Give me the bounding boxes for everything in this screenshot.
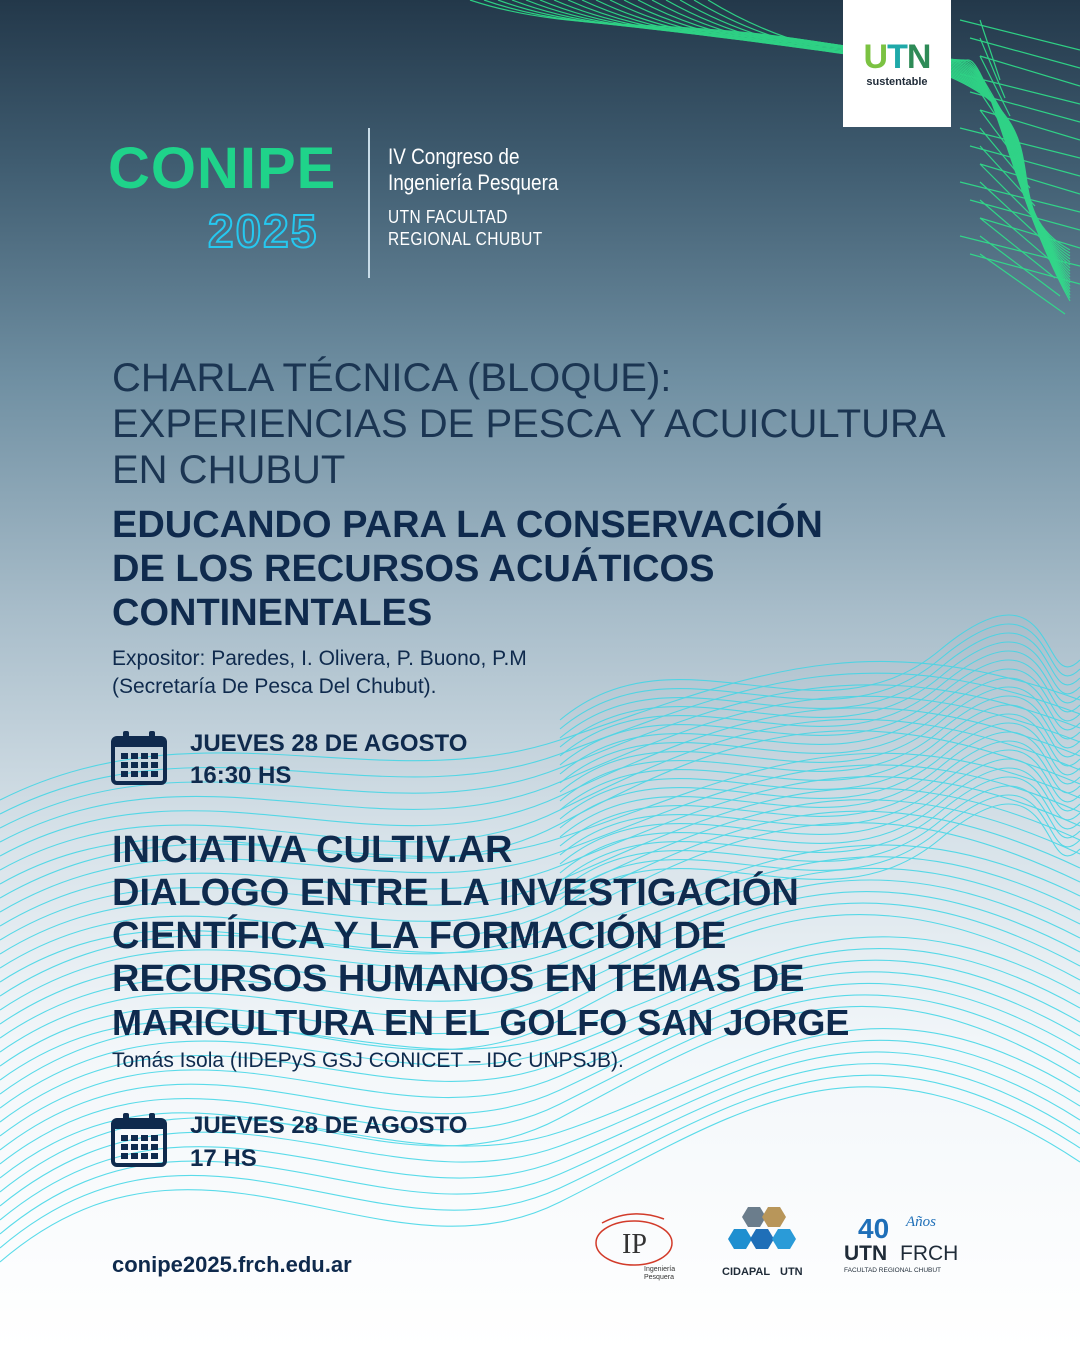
talk1-title-line: CONTINENTALES — [112, 592, 433, 634]
conipe-wordmark: CONIPE — [108, 136, 337, 201]
cidapal-utn-text: UTN — [780, 1266, 803, 1278]
mesh-line — [970, 92, 1080, 152]
talk2-speaker — [112, 1047, 624, 1075]
utn-logo-text: UTN — [863, 37, 931, 76]
talk1-speaker-line: Expositor: Paredes, I. Olivera, P. Buono, P.M — [112, 647, 527, 670]
talk2-title-line: DIALOGO ENTRE LA INVESTIGACIÓN — [112, 872, 799, 914]
talk1-title — [112, 503, 823, 635]
cidapal-utn-logo — [712, 1205, 816, 1287]
congress-line1: IV Congreso de — [388, 144, 520, 169]
mesh-line — [980, 110, 1080, 170]
frch-name: FRCH — [900, 1242, 959, 1265]
calendar-icon — [110, 1112, 168, 1168]
section-title-line3: EN CHUBUT — [112, 448, 346, 492]
mesh-line — [610, 0, 1070, 280]
talk2-title-line: INICIATIVA CULTIV.AR — [112, 829, 513, 871]
talk2-title-line: MARICULTURA EN EL GOLFO SAN JORGE — [112, 1002, 850, 1043]
frch-years: 40 — [858, 1213, 890, 1244]
talk2-title-line: CIENTÍFICA Y LA FORMACIÓN DE — [112, 915, 727, 957]
talk1-title-line: EDUCANDO PARA LA CONSERVACIÓN — [112, 504, 823, 546]
website-url[interactable]: conipe2025.frch.edu.ar — [112, 1252, 352, 1277]
frch-anos: Años — [906, 1214, 936, 1230]
wave-line — [560, 678, 1080, 783]
conipe-year: 2025 — [208, 205, 319, 257]
talk2-speaker-line: Tomás Isola (IIDEPyS GSJ CONICET – IDC UNPSJB). — [112, 1049, 624, 1072]
conipe-logo — [108, 136, 337, 257]
talk1-date: JUEVES 28 DE AGOSTO — [190, 730, 468, 757]
talk1-title-line: DE LOS RECURSOS ACUÁTICOS — [112, 548, 715, 590]
talk1-time: 16:30 HS — [190, 762, 292, 789]
talk2-title-line: RECURSOS HUMANOS EN TEMAS DE — [112, 958, 805, 1000]
wave-line — [560, 642, 1080, 747]
talk2-title — [112, 829, 849, 1044]
utn-frch-40-anos-logo — [840, 1210, 976, 1280]
ingenieria-pesquera-logo — [592, 1205, 682, 1285]
congress-info — [388, 144, 586, 250]
wave-line — [560, 723, 1080, 828]
mesh-line — [596, 0, 1070, 277]
section-title-line2: EXPERIENCIAS DE PESCA Y ACUICULTURA — [112, 402, 946, 446]
talk2-date: JUEVES 28 DE AGOSTO — [190, 1112, 468, 1139]
wave-line — [560, 633, 1080, 738]
section-title — [112, 355, 946, 493]
utn-tagline: sustentable — [866, 75, 928, 88]
talk1-speaker-line: (Secretaría De Pesca Del Chubut). — [112, 675, 437, 698]
congress-line4: REGIONAL CHUBUT — [388, 229, 543, 249]
frch-utn: UTN — [844, 1242, 888, 1265]
utn-sustentable-badge — [843, 0, 951, 127]
congress-line3: UTN FACULTAD — [388, 207, 508, 227]
calendar-icon — [110, 730, 168, 786]
section-title-line1: CHARLA TÉCNICA (BLOQUE): — [112, 356, 672, 400]
mesh-line — [960, 182, 1080, 242]
divider — [368, 128, 370, 278]
frch-caption: FACULTAD REGIONAL CHUBUT — [844, 1267, 942, 1274]
ip-mark: IP — [622, 1229, 647, 1260]
congress-line2: Ingeniería Pesquera — [388, 170, 559, 195]
talk1-speaker — [112, 645, 527, 701]
mesh-line — [980, 164, 1080, 224]
cidapal-text: CIDAPAL — [722, 1266, 771, 1278]
talk2-time: 17 HS — [190, 1145, 257, 1172]
ip-caption1: Ingeniería — [644, 1266, 676, 1273]
wave-line — [560, 714, 1080, 819]
ip-caption2: Pesquera — [644, 1274, 674, 1281]
wave-line — [560, 651, 1080, 756]
